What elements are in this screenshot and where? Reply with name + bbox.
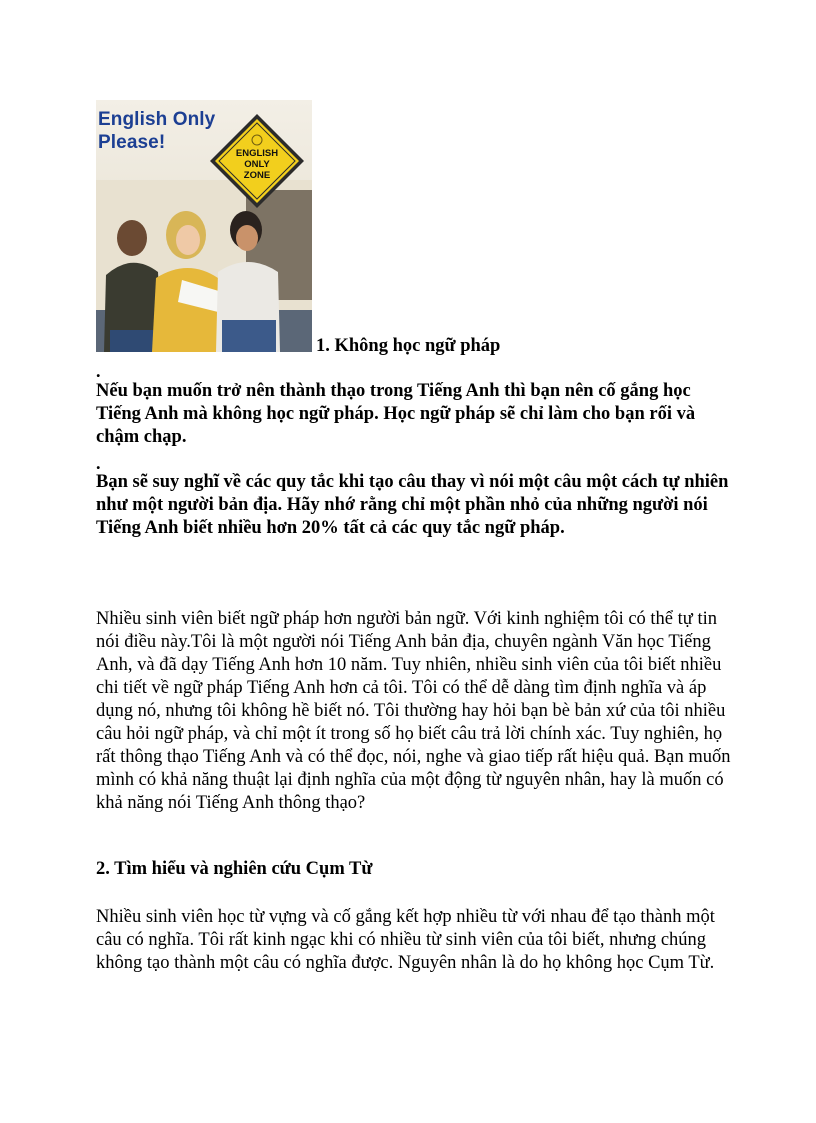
section1-body-paragraph: Nhiều sinh viên biết ngữ pháp hơn người bản ngữ. Với kinh nghiệm tôi có thể tự tin nói điều này.Tôi là một người nói Tiếng Anh bản địa, chuyên ngành Văn học Tiếng Anh, và đã dạy Tiếng Anh hơn 10 năm. Tuy nhiên, nhiều sinh viên của tôi biết nhiều chi tiết về ngữ pháp Tiếng Anh hơn cả tôi. Tôi có thể dễ dàng tìm định nghĩa và áp dụng nó, nhưng tôi không hề biết nó. Tôi thường hay hỏi bạn bè bản xứ của tôi nhiều câu hỏi ngữ pháp, và chỉ một ít trong số họ biết câu trả lời chính xác. Tuy nghiên, họ rất thông thạo Tiếng Anh và có thể đọc, nói, nghe và giao tiếp rất hiệu quả. Bạn muốn mình có khả năng thuật lại định nghĩa của một động từ nguyên nhân, hay là muốn có khả năng nói Tiếng Anh thông thạo? [96, 609, 731, 813]
english-only-photo [96, 100, 312, 352]
photo-caption-line1: English Only [98, 109, 216, 130]
section1-heading: 1. Không học ngữ pháp [316, 336, 501, 356]
section1-bold-paragraph-1: Nếu bạn muốn trở nên thành thạo trong Tiếng Anh thì bạn nên cố gắng học Tiếng Anh mà không học ngữ pháp. Học ngữ pháp sẽ chỉ làm cho bạn rối và chậm chạp. [96, 381, 696, 447]
section1-bold-paragraph-2: Bạn sẽ suy nghĩ về các quy tắc khi tạo câu thay vì nói một câu một cách tự nhiên như một người bản địa. Hãy nhớ rằng chỉ một phần nhỏ của những người nói Tiếng Anh biết nhiều hơn 20% tất cả các quy tắc ngữ pháp. [96, 472, 729, 538]
bullet-dot-1: . [96, 361, 101, 381]
sign-line1: ENGLISH [235, 148, 279, 159]
sign-text [222, 148, 292, 181]
section2-heading: 2. Tìm hiểu và nghiên cứu Cụm Từ [96, 859, 373, 879]
photo-caption-line2: Please! [98, 132, 166, 153]
sign-line3: ZONE [243, 170, 271, 181]
bullet-dot-2: . [96, 453, 101, 473]
section2-body-paragraph: Nhiều sinh viên học từ vựng và cố gắng kết hợp nhiều từ với nhau để tạo thành một câu có nghĩa. Tôi rất kinh ngạc khi có nhiều từ sinh viên của tôi biết, nhưng chúng không tạo thành một câu có nghĩa được. Nguyên nhân là do họ không học Cụm Từ. [96, 907, 715, 973]
photo-caption [98, 108, 215, 154]
sign-line2: ONLY [244, 159, 270, 170]
